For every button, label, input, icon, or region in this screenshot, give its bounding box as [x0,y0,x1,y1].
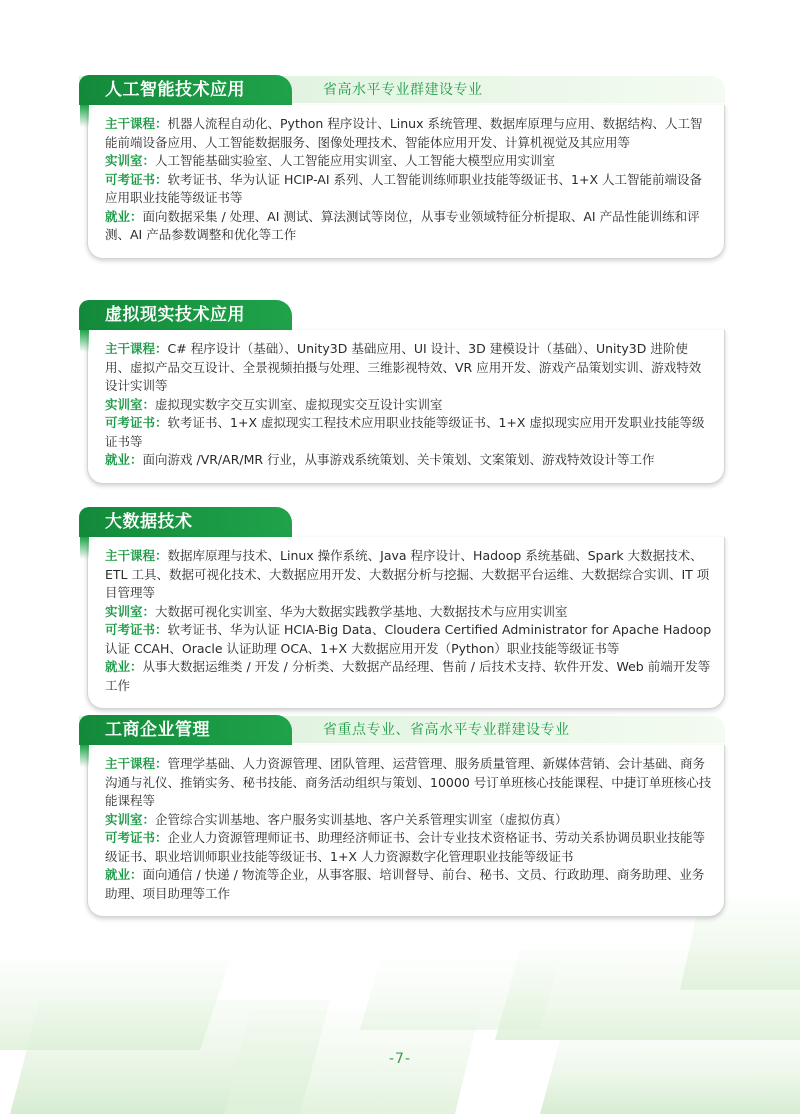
section-title: 虚拟现实技术应用 [79,300,292,330]
info-card [87,330,725,484]
row-label: 实训室： [105,396,156,412]
row-text: 从事大数据运维类 / 开发 / 分析类、大数据产品经理、售前 / 后技术支持、软件开发、Web 前端开发等工作 [105,659,711,693]
info-row-courses [105,547,712,603]
row-label: 主干课程： [105,341,168,356]
info-row-courses [105,340,712,396]
row-label: 可考证书： [105,171,168,187]
section-header [79,75,725,105]
row-text: 管理学基础、人力资源管理、团队管理、运营管理、服务质量管理、新媒体营销、会计基础、商务沟通与礼仪、推销实务、秘书技能、商务活动组织与策划、10000 号订单班核心技能课程、中捷订单班核心技能课程等 [105,756,712,808]
row-text: 机器人流程自动化、Python 程序设计、Linux 系统管理、数据库原理与应用、数据结构、人工智能前端设备应用、人工智能数据服务、图像处理技术、智能体应用开发、计算机视觉及其应用等 [105,116,703,150]
row-text: 虚拟现实数字交互实训室、虚拟现实交互设计实训室 [155,396,443,412]
section-header [79,715,725,745]
row-label: 可考证书： [105,622,168,637]
info-card [87,105,725,259]
row-text: 面向数据采集 / 处理、AI 测试、算法测试等岗位，从事专业领域特征分析提取、AI 产品性能训练和评测、AI 产品参数调整和优化等工作 [105,208,700,242]
row-text: 数据库原理与技术、Linux 操作系统、Java 程序设计、Hadoop 系统基础、Spark 大数据技术、ETL 工具、数据可视化技术、大数据应用开发、大数据分析与挖掘、大数据平台运维、大数据综合实训、IT 项目管理等 [105,548,710,600]
info-row-labs [105,811,712,830]
row-label: 实训室： [105,603,156,619]
info-row-employment [105,451,712,470]
row-text: 面向游戏 /VR/AR/MR 行业，从事游戏系统策划、关卡策划、文案策划、游戏特效设计等工作 [142,452,655,467]
info-card [87,537,725,709]
row-text: C# 程序设计（基础）、Unity3D 基础应用、UI 设计、3D 建模设计（基础）、Unity3D 进阶使用、虚拟产品交互设计、全景视频拍摄与处理、三维影视特效、VR 应用开发、游戏产品策划实训、游戏特效设计实训等 [105,341,702,393]
row-label: 实训室： [105,811,156,827]
row-label: 就业： [105,208,143,224]
section-header [79,300,725,330]
section-header [79,507,725,537]
row-label: 主干课程： [105,548,168,563]
section-virtual-reality [79,300,725,484]
info-row-employment [105,658,712,695]
section-tag: 省重点专业、省高水平专业群建设专业 [323,722,570,738]
section-tag: 省高水平专业群建设专业 [323,82,483,98]
row-label: 就业： [105,452,143,467]
info-row-employment [105,866,712,903]
info-row-labs [105,152,712,171]
info-row-certificates [105,829,712,866]
row-text: 人工智能基础实验室、人工智能应用实训室、人工智能大模型应用实训室 [155,153,556,168]
section-title: 人工智能技术应用 [79,75,292,105]
info-row-labs [105,396,712,415]
row-label: 就业： [105,659,143,674]
info-row-labs [105,603,712,622]
info-row-courses [105,115,712,152]
section-title: 大数据技术 [79,507,292,537]
row-text: 软考证书、华为认证 HCIP-AI 系列、人工智能训练师职业技能等级证书、1+X 人工智能前端设备应用职业技能等级证书等 [105,171,702,205]
row-label: 主干课程： [105,116,168,131]
row-label: 就业： [105,867,143,882]
section-title: 工商企业管理 [79,715,292,745]
info-row-certificates [105,171,712,208]
row-label: 可考证书： [105,830,168,845]
row-label: 可考证书： [105,415,168,430]
row-text: 面向通信 / 快递 / 物流等企业，从事客服、培训督导、前台、秘书、文员、行政助理、商务助理、业务助理、项目助理等工作 [105,867,705,901]
row-text: 大数据可视化实训室、华为大数据实践教学基地、大数据技术与应用实训室 [155,603,568,619]
info-card [87,745,725,917]
row-text: 软考证书、华为认证 HCIA-Big Data、Cloudera Certified Administrator for Apache Hadoop 认证 CCAH、Oracle 认证助理 OCA、1+X 大数据应用开发（Python）职业技能等级证书等 [105,622,712,656]
row-text: 企管综合实训基地、客户服务实训基地、客户关系管理实训室（虚拟仿真） [155,811,568,827]
section-big-data [79,507,725,709]
page-number: -7- [388,1051,411,1067]
row-label: 实训室： [105,153,156,168]
section-business-management [79,715,725,917]
row-text: 企业人力资源管理师证书、助理经济师证书、会计专业技术资格证书、劳动关系协调员职业技能等级证书、职业培训师职业技能等级证书、1+X 人力资源数字化管理职业技能等级证书 [105,830,706,864]
row-text: 软考证书、1+X 虚拟现实工程技术应用职业技能等级证书、1+X 虚拟现实应用开发职业技能等级证书等 [105,415,705,449]
row-label: 主干课程： [105,756,168,771]
section-ai-application [79,75,725,259]
info-row-certificates [105,621,712,658]
info-row-certificates [105,414,712,451]
info-row-courses [105,755,712,811]
info-row-employment [105,208,712,245]
